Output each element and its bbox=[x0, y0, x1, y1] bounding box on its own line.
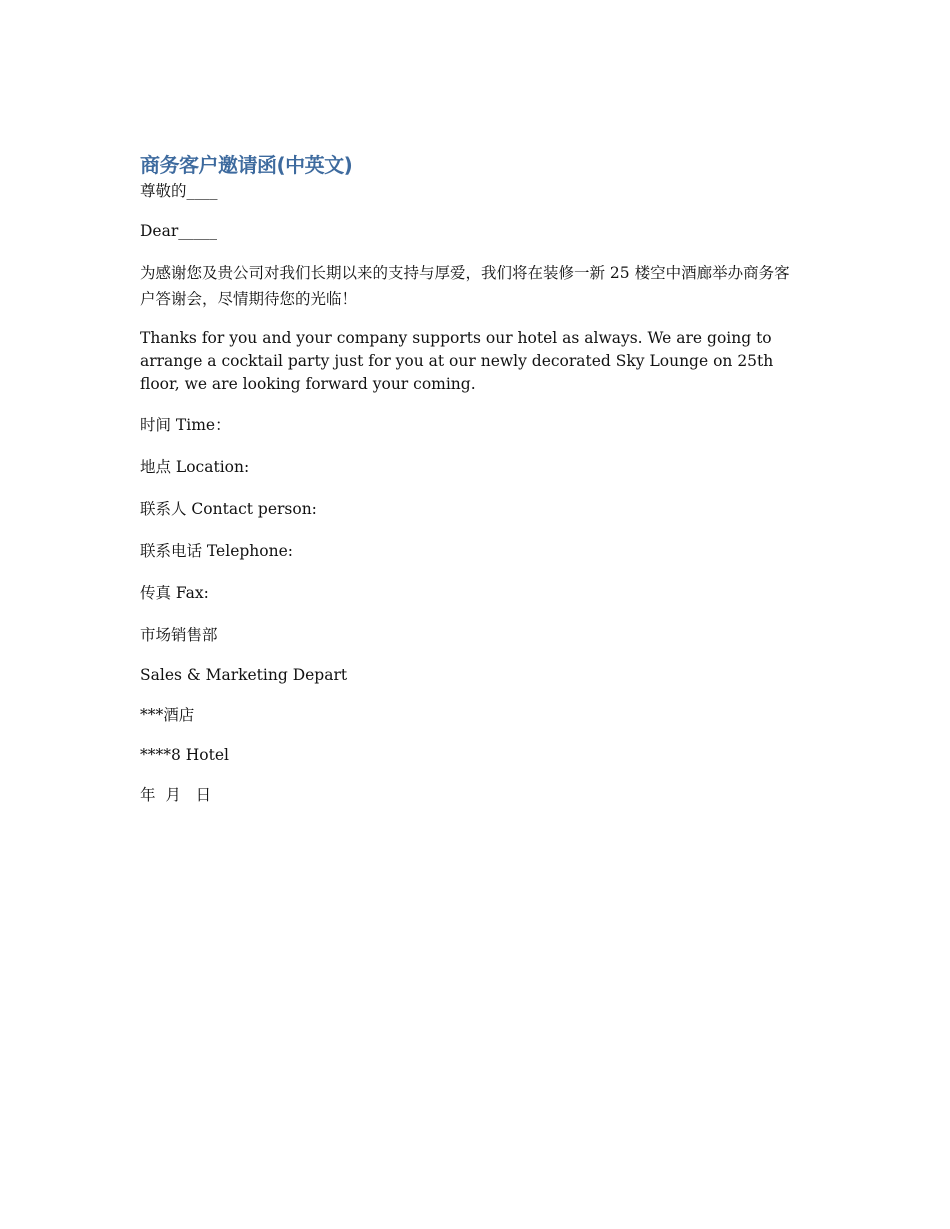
greeting-english: Dear_____ bbox=[140, 222, 218, 240]
department-english: Sales & Marketing Depart bbox=[140, 666, 348, 684]
document-page bbox=[140, 150, 805, 824]
telephone-line: 联系电话 Telephone: bbox=[140, 542, 293, 560]
body-paragraph-english: Thanks for you and your company supports our hotel as always. We are going to arrange a cocktail party just for you at our newly decorated Sky Lounge on 25th floor, we are looking forward your coming. bbox=[140, 329, 774, 393]
location-line: 地点 Location: bbox=[140, 458, 250, 476]
department-chinese: 市场销售部 bbox=[140, 626, 218, 644]
date-line: 年 月 日 bbox=[140, 786, 212, 804]
time-line: 时间 Time： bbox=[140, 416, 231, 434]
greeting-chinese: 尊敬的____ bbox=[140, 182, 218, 200]
hotel-name-chinese: ***酒店 bbox=[140, 706, 195, 724]
hotel-name-english: ****8 Hotel bbox=[140, 746, 229, 764]
contact-person-line: 联系人 Contact person: bbox=[140, 500, 317, 518]
fax-line: 传真 Fax: bbox=[140, 584, 209, 602]
document-title: 商务客户邀请函(中英文) bbox=[140, 153, 353, 177]
body-paragraph-chinese: 为感谢您及贵公司对我们长期以来的支持与厚爱，我们将在装修一新 25 楼空中酒廊举办商务客户答谢会，尽情期待您的光临！ bbox=[140, 264, 790, 308]
